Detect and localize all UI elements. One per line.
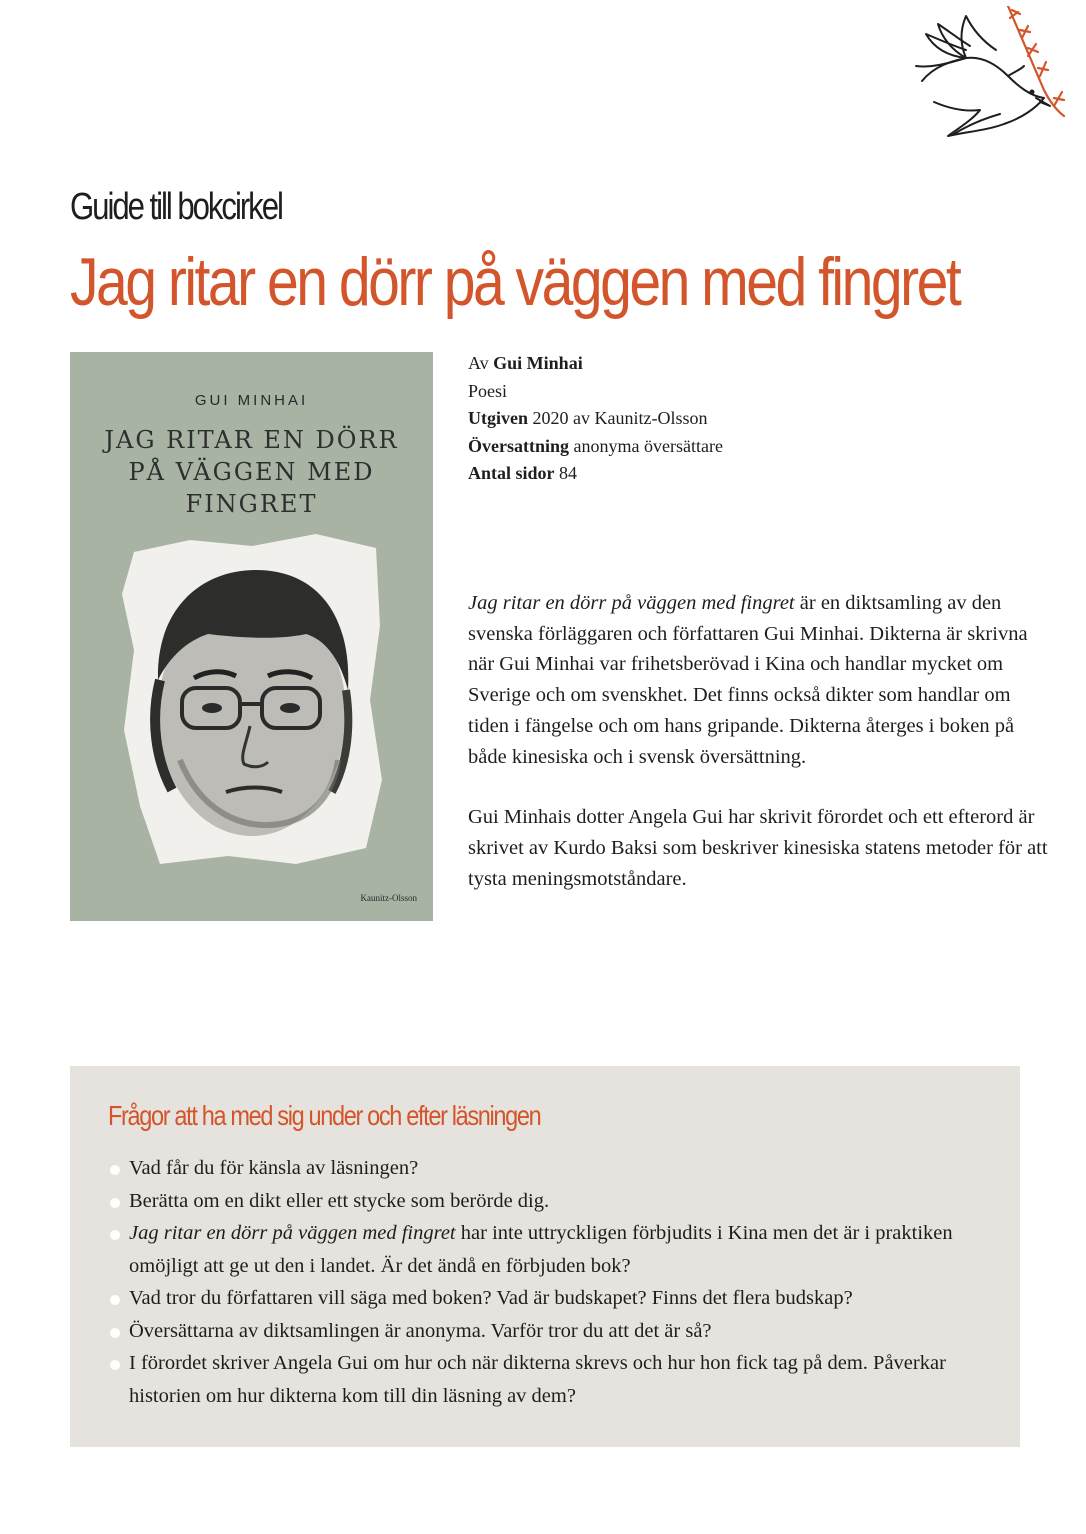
bullet-icon bbox=[110, 1165, 120, 1175]
question-item: Berätta om en dikt eller ett stycke som berörde dig. bbox=[110, 1185, 990, 1218]
questions-box bbox=[70, 1066, 1020, 1447]
question-item: Vad får du för känsla av läsningen? bbox=[110, 1152, 990, 1185]
bullet-icon bbox=[110, 1360, 120, 1370]
question-item: Jag ritar en dörr på väggen med fingret har inte uttryckligen förbjudits i Kina men det är i praktiken omöjligt att ge ut den i landet. Är det ändå en förbjuden bok? bbox=[110, 1217, 990, 1282]
questions-list bbox=[110, 1152, 990, 1412]
question-item: Vad tror du författaren vill säga med boken? Vad är budskapet? Finns det flera budskap? bbox=[110, 1282, 990, 1315]
meta-genre: Poesi bbox=[468, 380, 508, 401]
cover-author: GUI MINHAI bbox=[194, 392, 309, 409]
bullet-icon bbox=[110, 1328, 120, 1338]
guide-kicker: Guide till bokcirkel bbox=[70, 186, 282, 228]
book-cover bbox=[70, 352, 433, 921]
bullet-icon bbox=[110, 1230, 120, 1240]
meta-translation: Översattning anonyma översättare bbox=[468, 435, 723, 456]
question-item: Översättarna av diktsamlingen är anonyma. Varför tror du att det är så? bbox=[110, 1315, 990, 1348]
book-metadata bbox=[468, 350, 723, 488]
page-title: Jag ritar en dörr på väggen med fingret bbox=[70, 244, 960, 320]
meta-author: Av Gui Minhai bbox=[468, 353, 583, 373]
meta-published: Utgiven 2020 av Kaunitz-Olsson bbox=[468, 408, 708, 428]
description-paragraph: Jag ritar en dörr på väggen med fingret är en diktsamling av den svenska förläggaren och författaren Gui Minhai. Dikterna är skrivna när Gui Minhai var frihetsberövad i Kina och handlar mycket om Sverige och om svenskhet. Det finns också dikter som handlar om tiden i fängelse och om hans gripande. Dikterna återges i boken på både kinesiska och i svensk översättning. bbox=[468, 592, 1028, 768]
book-description bbox=[468, 588, 1048, 894]
questions-heading: Frågor att ha med sig under och efter läsningen bbox=[108, 1100, 541, 1131]
cover-title: JAG RITAR EN DÖRR PÅ VÄGGEN MED FINGRET bbox=[104, 426, 399, 518]
portrait-illustration bbox=[120, 530, 386, 868]
bullet-icon bbox=[110, 1198, 120, 1208]
bullet-icon bbox=[110, 1295, 120, 1305]
question-item: I förordet skriver Angela Gui om hur och när dikterna skrevs och hur hon fick tag på dem. Påverkar historien om hur dikterna kom till din läsning av dem? bbox=[110, 1347, 990, 1412]
cover-publisher: Kaunitz-Olsson bbox=[360, 893, 417, 903]
meta-pages: Antal sidor 84 bbox=[468, 463, 578, 483]
description-paragraph: Gui Minhais dotter Angela Gui har skrivit förordet och ett efterord är skrivet av Kurdo Baksi som beskriver kinesiska statens metoder för att tysta meningsmotståndare. bbox=[468, 806, 1048, 890]
dove-barbed-wire-icon bbox=[904, 6, 1086, 146]
